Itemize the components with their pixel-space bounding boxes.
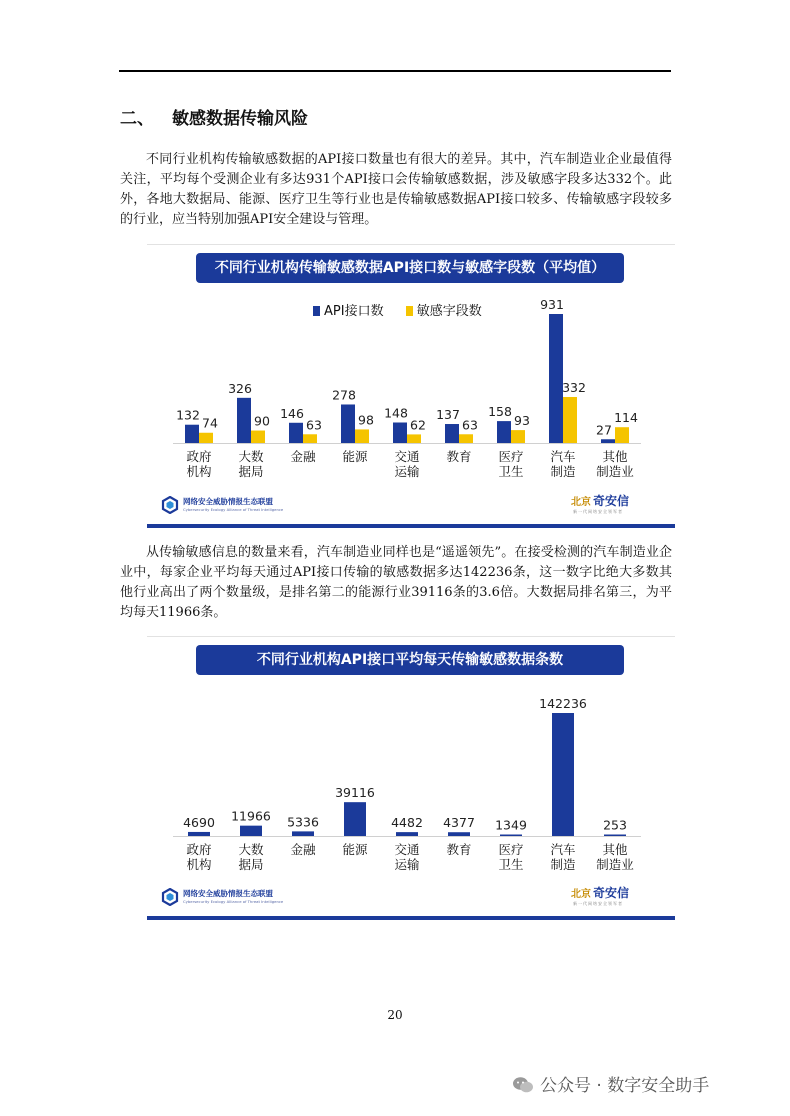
chart-1-bar [511,430,525,443]
section-number: 二、 [120,109,154,129]
chart-1-category-label: 运输 [394,464,420,479]
chart-2-data-label: 5336 [287,814,319,830]
chart-2-category-label: 大数 [238,842,264,857]
chart-1-data-label: 158 [488,404,512,420]
chart-1-category-label: 教育 [446,449,472,464]
wechat-watermark [512,1071,709,1097]
chart-1-bar [289,423,303,443]
chart-1-bar [497,421,511,443]
chart-2-data-label: 1349 [495,817,527,833]
chart-1-data-label: 93 [514,413,530,429]
chart-1-data-label: 132 [176,407,200,423]
chart-2-category-label: 政府 [186,842,212,857]
chart-1-data-label: 27 [596,422,612,438]
figure-bottom-bar [147,916,675,920]
chart-2-category-label: 金融 [290,842,316,857]
chart-2-data-label: 4690 [183,814,215,830]
page-number: 20 [387,1008,403,1022]
chart-1-category-label: 医疗 [498,449,524,464]
chart-2-bar [344,802,366,836]
chart-1-bar [601,439,615,443]
chart-2-category-label: 运输 [394,857,420,872]
section-heading [120,104,308,129]
chart-1-data-label: 148 [384,405,408,421]
chart-1-data-label: 278 [332,387,356,403]
chart-2-data-label: 39116 [335,785,375,801]
qianxin-slogan: 新一代网络安全领军者 [573,509,623,514]
chart-1-data-label: 326 [228,380,252,396]
chart-1-bar [237,398,251,443]
chart-1-category-label: 金融 [290,449,316,464]
figure-daily-records [147,636,675,920]
chart-1-category-label: 能源 [342,449,368,464]
chart-1-category-label: 卫生 [498,464,524,479]
chart-1-data-label: 146 [280,405,304,421]
chart-2-bar [396,832,418,836]
section-title: 敏感数据传输风险 [172,109,308,129]
chart-1-bar [199,433,213,443]
chart-2-bar [448,832,470,836]
qianxin-brand: 奇安信 [593,494,630,508]
figure-bottom-bar [147,524,675,528]
chart-1-bar [407,434,421,443]
chart-2-category-label: 医疗 [498,842,524,857]
alliance-name-en: Cybersecurity Ecology Alliance of Threat Intelligence [183,899,284,904]
chart-2-bar [604,835,626,837]
chart-2-data-label: 11966 [231,808,271,824]
chart-1-data-label: 63 [306,417,322,433]
chart-1-bar [303,434,317,443]
chart-2-bar [240,826,262,836]
chart-1-bar [445,424,459,443]
chart-1-category-label: 政府 [186,449,212,464]
chart-1-bar [251,431,265,443]
chart-2-category-label: 交通 [394,842,420,857]
chart-2-data-label: 4482 [391,815,423,831]
chart-1-data-label: 63 [462,417,478,433]
chart-2-category-label: 制造业 [596,857,634,872]
chart-1-category-label: 制造 [550,464,576,479]
chart-2-category-label: 机构 [186,857,212,872]
chart-2-bar [292,831,314,836]
chart-1-category-label: 汽车 [550,449,576,464]
chart-2-bar [552,713,574,836]
chart-1-svg [147,244,675,528]
legend-label-fields: 敏感字段数 [416,304,482,319]
chart-2-category-label: 制造 [550,857,576,872]
chart-2-bar [500,835,522,837]
qianxin-brand: 奇安信 [593,886,630,900]
alliance-name-en: Cybersecurity Ecology Alliance of Threat Intelligence [183,507,284,512]
paragraph-2-text: 从传输敏感信息的数量来看，汽车制造业同样也是“遥遥领先”。在接受检测的汽车制造业企业中，每家企业平均每天通过API接口传输的敏感数据多达142236条，这一数字比绝大多数其他行业高出了两个数量级，是排名第二的能源行业39116条的3.6倍。大数据局排名第三，为平均每天11966条。 [120,545,672,620]
chart-1-category-label: 据局 [238,464,264,479]
chart-1-data-label: 62 [410,417,426,433]
qianxin-slogan: 新一代网络安全领军者 [573,901,623,906]
chart-1-data-label: 90 [254,413,270,429]
qianxin-prefix: 北京 [571,889,591,900]
chart-1-data-label: 137 [436,407,460,423]
chart-2-category-label: 卫生 [498,857,524,872]
chart-2-data-label: 142236 [539,696,587,711]
alliance-logo-icon [161,496,179,514]
chart-2-category-label: 教育 [446,842,472,857]
qianxin-logo [571,884,661,910]
chart-1-category-label: 大数 [238,449,264,464]
chart-1-category-label: 其他 [602,449,628,464]
paragraph-1-text: 不同行业机构传输敏感数据的API接口数量也有很大的差异。其中，汽车制造业企业最值得关注，平均每个受测企业有多达931个API接口会传输敏感数据，涉及敏感字段多达332个。此外，各地大数据局、能源、医疗卫生等行业也是传输敏感数据API接口较多、传输敏感字段较多的行业，应当特别加强API安全建设与管理。 [120,152,672,227]
qianxin-logo [571,492,661,518]
chart-1-data-label: 114 [614,410,638,426]
alliance-name-cn: 网络安全威胁情报生态联盟 [183,497,273,506]
paragraph-1 [120,150,672,230]
chart-2-title: 不同行业机构API接口平均每天传输敏感数据条数 [196,645,624,675]
chart-1-bar [185,425,199,443]
chart-2-data-label: 253 [603,817,627,833]
chart-2-svg [147,636,675,920]
chart-1-bar [615,427,629,443]
top-rule [119,70,671,72]
chart-1-bar [355,429,369,443]
chart-2-category-label: 能源 [342,842,368,857]
figure-api-and-fields [147,244,675,528]
chart-1-data-label: 74 [202,415,218,431]
legend-label-api: API接口数 [324,304,384,319]
chart-2-category-label: 据局 [238,857,264,872]
chart-2-category-label: 汽车 [550,842,576,857]
chart-1-category-label: 机构 [186,464,212,479]
chart-1-category-label: 交通 [394,449,420,464]
chart-1-bar [393,422,407,443]
chart-1-bar [563,397,577,443]
chart-1-bar [341,404,355,443]
chart-2-bar [188,832,210,836]
paragraph-2 [120,543,672,623]
qianxin-prefix: 北京 [571,497,591,508]
watermark-text: 公众号 · 数字安全助手 [540,1076,710,1096]
wechat-icon [512,1076,534,1094]
chart-2-data-label: 4377 [443,815,475,831]
chart-1-data-label: 931 [540,297,564,312]
chart-1-bar [549,314,563,443]
alliance-name-cn: 网络安全威胁情报生态联盟 [183,889,273,898]
chart-1-category-label: 制造业 [596,464,634,479]
chart-2-category-label: 其他 [602,842,628,857]
chart-1-bar [459,434,473,443]
alliance-logo-icon [161,888,179,906]
chart-1-title: 不同行业机构传输敏感数据API接口数与敏感字段数（平均值） [196,253,624,283]
chart-1-data-label: 98 [358,412,374,428]
chart-1-data-label: 332 [562,379,586,395]
